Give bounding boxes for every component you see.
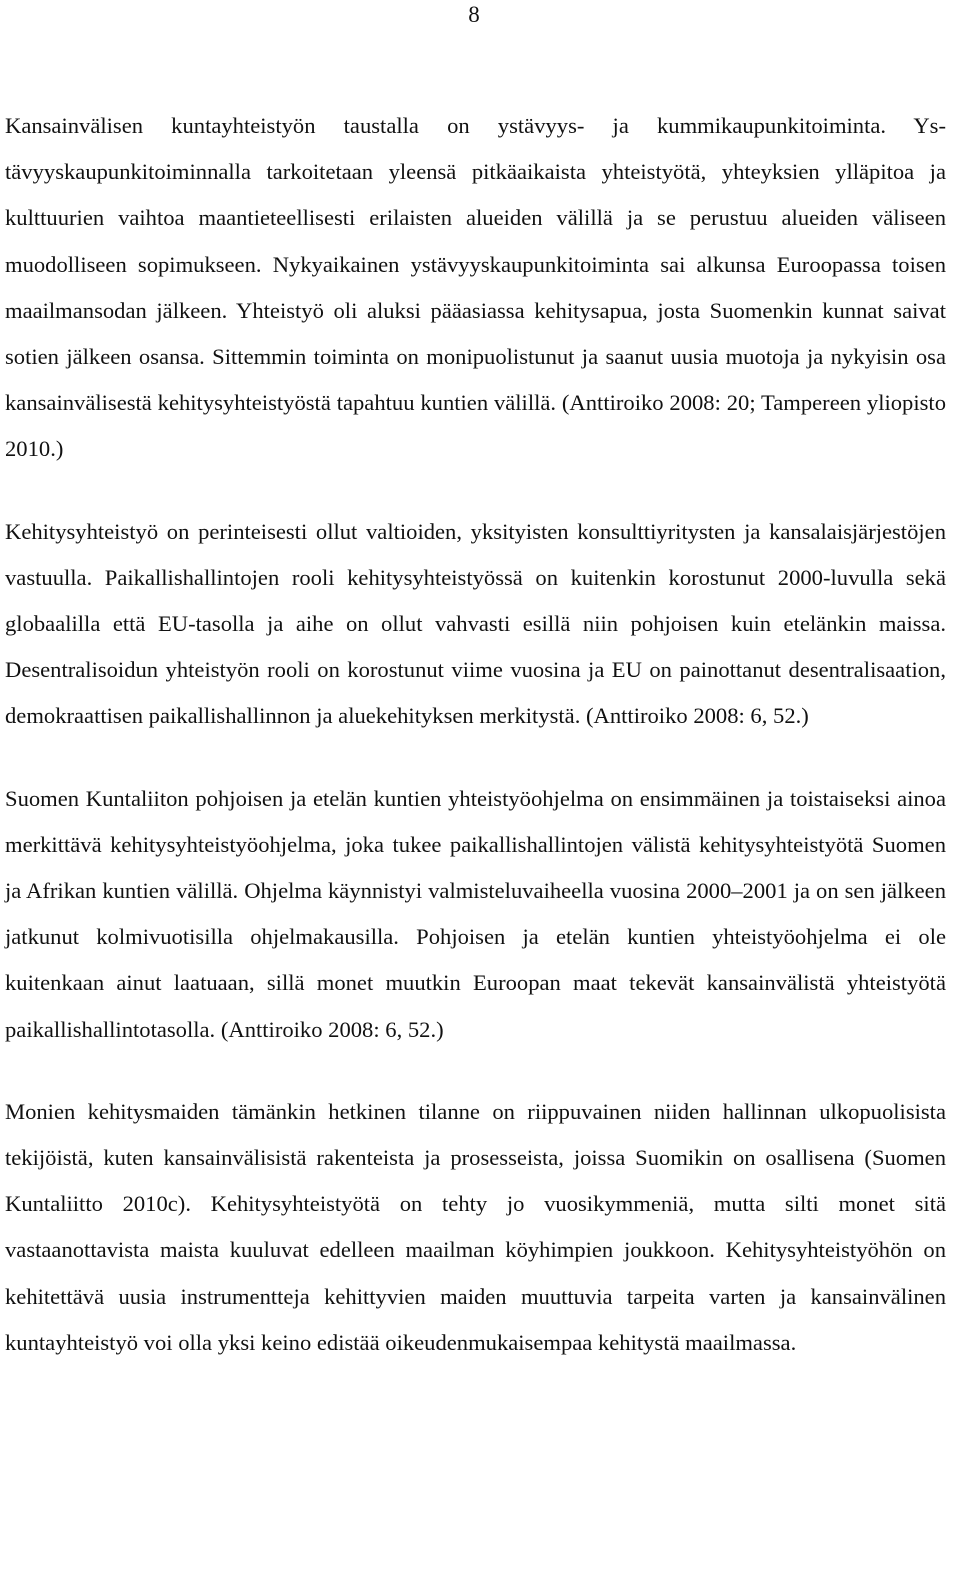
paragraph-3: Suomen Kuntaliiton pohjoisen ja etelän kuntien yhteistyöohjelma on ensimmäinen ja toistaiseksi ainoa merkittävä kehitysyhteistyöohjelma, joka tukee paikallishallintojen välistä kehitysyhteistyötä Suomen ja Afrikan kuntien välillä. Ohjelma käynnistyi valmisteluvaiheella vuosina 2000–2001 ja on sen jälkeen jatkunut kolmivuotisilla ohjelmakausilla. Pohjoisen ja etelän kuntien yhteistyöohjelma ei ole kuitenkaan ainut laatuaan, sillä monet muutkin Euroopan maat tekevät kansainvälistä yhteistyötä paikallishallintotasolla. (Anttiroiko 2008: 6, 52.) (5, 785, 946, 1042)
paragraph-4: Monien kehitysmaiden tämänkin hetkinen tilanne on riippuvainen niiden hallinnan ulkopuolisista tekijöistä, kuten kansainvälisistä rakenteista ja prosesseista, joissa Suomikin on osallisena (Suomen Kuntaliitto 2010c). Kehitysyhteistyötä on tehty jo vuosikymmeniä, mutta silti monet sitä vastaanottavista maista kuuluvat edelleen maailman köyhimpien joukkoon. Kehitysyhteistyöhön on kehitettävä uusia instrumentteja kehittyvien maiden muuttuvia tarpeita varten ja kansainvälinen kuntayhteistyö voi olla yksi keino edistää oikeudenmukaisempaa kehitystä maailmassa. (5, 1098, 946, 1355)
document-body (5, 103, 946, 1366)
page-number: 8 (468, 2, 480, 27)
paragraph-2: Kehitysyhteistyö on perinteisesti ollut valtioiden, yksityisten konsulttiyritysten ja kansalaisjärjestöjen vastuulla. Paikallishallintojen rooli kehitysyhteistyössä on kuitenkin korostunut 2000-luvulla sekä globaalilla että EU-tasolla ja aihe on ollut vahvasti esillä niin pohjoisen kuin etelänkin maissa. Desentralisoidun yhteistyön rooli on korostunut viime vuosina ja EU on painottanut desentralisaation, demokraattisen paikallishallinnon ja aluekehityksen merkitystä. (Anttiroiko 2008: 6, 52.) (5, 518, 946, 729)
paragraph-1: Kansainvälisen kuntayhteistyön taustalla on ystävyys- ja kummikaupunkitoiminta. Ystävyyskaupunkitoiminnalla tarkoitetaan yleensä pitkäaikaista yhteistyötä, yhteyksien ylläpitoa ja kulttuurien vaihtoa maantieteellisesti erilaisten alueiden välillä ja se perustuu alueiden väliseen muodolliseen sopimukseen. Nykyaikainen ystävyyskaupunkitoiminta sai alkunsa Euroopassa toisen maailmansodan jälkeen. Yhteistyö oli aluksi pääasiassa kehitysapua, josta Suomenkin kunnat saivat sotien jälkeen osansa. Sittemmin toiminta on monipuolistunut ja saanut uusia muotoja ja nykyisin osa kansainvälisestä kehitysyhteistyöstä tapahtuu kuntien välillä. (Anttiroiko 2008: 20; Tampereen yliopisto 2010.) (5, 113, 946, 462)
